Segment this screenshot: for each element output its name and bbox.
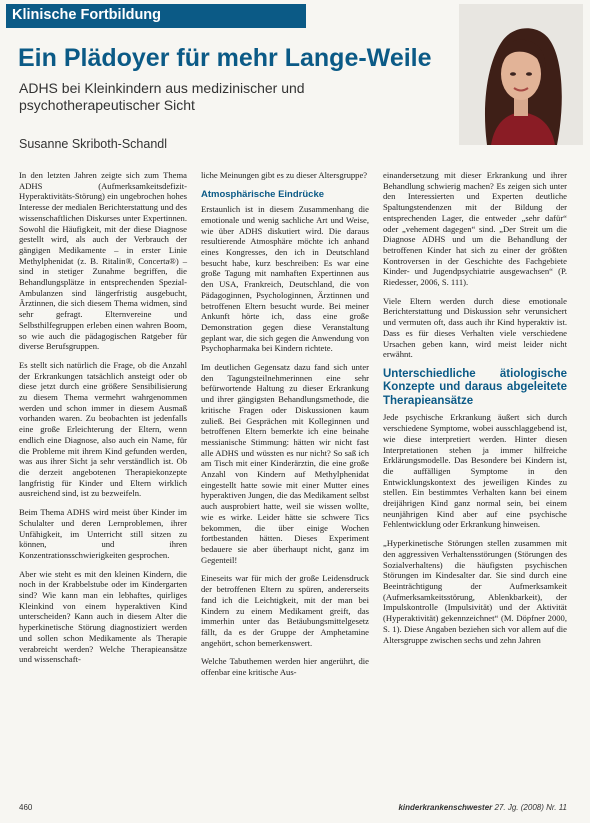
paragraph: einandersetzung mit dieser Erkrankung und ihrer Behandlung schwierig machen? Es zeigen sich unter den Interessierten und Experten deutliche Spaltungstendenzen mit der Bildung der entsprechenden Lager, die entweder „sehr dafür“ oder „vehement dagegen“ sind. „Der Streit um die Diagnose ADHS und um die Behandlung der betroffenen Kinder hat sich zu einer der größten Kontroversen in der Geschichte des Fachgebiete Kinder- und Jugendpsychiatrie ausgewachsen“ (P. Riedesser, 2006, S. 111).: [383, 170, 567, 288]
author-name: Susanne Skriboth-Schandl: [19, 137, 168, 151]
journal-source: [398, 803, 567, 812]
paragraph: Jede psychische Erkrankung äußert sich durch verschiedene Symptome, wobei ausschlaggebend ist, wie diese interpretiert werden. Hinter diesen Interpretationen stehen ja immer hilfreiche Erklärungsmodelle. Das Besondere bei Kindern ist, die auffälligen Symptome in den Entwicklungskontext des jeweiligen Kindes zu stellen. Ein bestimmtes Verhalten kann bei einem dreijährigen Kind ganz normal sein, bei einem neunjährigen Kind aber auf eine psychische Fehlentwicklung oder Erkrankung hinweisen.: [383, 412, 567, 530]
paragraph: Beim Thema ADHS wird meist über Kinder im Schulalter und deren Lernproblemen, ihrer Unfähigkeit, im Unterricht still sitzen zu können, und ihren Konzentrationsschwierigkeiten gesprochen.: [19, 507, 187, 560]
paragraph: Im deutlichen Gegensatz dazu fand sich unter den Tagungsteilnehmerinnen eine sehr befürwortende Haltung zu dieser Erkrankung und ihrer gängigsten Behandlungsmethode, die kritische Fragen oder Diskussionen kaum zuließ. Bei Gesprächen mit Kolleginnen und betroffenen Eltern bemerkte ich eine beinahe messianische Stimmung: hätten wir nicht fast alle ADHS und wüssten es nur nicht? So saß ich am Tisch mit einer Kinderärztin, die eine große Anzahl von Kindern auf Methylphenidat eingestellt hatte sowie mit einer Mutter eines hyperaktiven Jungen, die das Medikament selbst auch ausprobiert hatte, weil sie wissen wollte, wie es wirke. Leider hätte sie schwere Tics bekommen, die über einige Wochen fortbestanden hätten. Dieses Experiment bedauere sie aber überhaupt nicht, ganz im Gegenteil!: [201, 362, 369, 565]
paragraph: Welche Tabuthemen werden hier angerührt, die offenbar eine kritische Aus-: [201, 656, 369, 678]
paragraph: Eineseits war für mich der große Leidensdruck der betroffenen Eltern zu spüren, andererseits fand ich die Leichtigkeit, mit der man bei Kindern zu einem Medikament greift, das immerhin unter das Betäubungsmittelgesetz fällt, da es der Gruppe der Amphetamine angehört, schon bemerkenswert.: [201, 573, 369, 648]
paragraph: Viele Eltern werden durch diese emotionale Berichterstattung und Diskussion sehr verunsichert und vermuten oft, dass auch ihr Kind hyperaktiv ist. Dass es für dieses Verhalten viele verschiedene Ursachen geben kann, wird meist leider nicht erwähnt.: [383, 295, 567, 360]
author-photo: [459, 4, 583, 145]
journal-issue: 27. Jg. (2008) Nr. 11: [494, 803, 567, 812]
paragraph: Erstaunlich ist in diesem Zusammenhang die emotionale und wenig sachliche Art und Weise, wie über ADHS diskutiert wird. Die daraus resultierende Atmosphäre möchte ich anhand eines Kongresses, den ich in Deutschland besucht habe, kurz beschreiben: Es war eine große Tagung mit namhaften Expertinnen aus den USA, Frankreich, Deutschland, die von Pädagoginnen, Psychologinnen, Ärztinnen und betroffenen Eltern besucht wurde. Bei meiner Ankunft hörte ich, dass eine große Demonstration gegen diese Veranstaltung geplant war, die sich gegen die Anwendung von Psychopharmaka bei Kindern richtete.: [201, 204, 369, 354]
journal-name: kinderkrankenschwester: [398, 803, 493, 812]
paragraph: liche Meinungen gibt es zu dieser Altersgruppe?: [201, 170, 368, 180]
paragraph: In den letzten Jahren zeigte sich zum Thema ADHS (Aufmerksamkeitsdefizit-Hyperaktivitäts-Störung) ein ungebrochen hohes Interesse der medialen Berichterstattung und des wissenschaftlichen Diskurses unter Expertinnen. Sowohl die Häufigkeit, mit der diese Diagnose gestellt wird, als auch der Verbrauch der gängigen Medikamente – in erster Linie Methylphenidat (z. B. Ritalin®, Concerta®) – sind in stetiger Zunahme begriffen, die Behandlungsplätze in entsprechenden Spezial-Ambulanzen sind längerfristig ausgebucht, Ärztinnen, die sich diesem Thema widmen, sind sehr gefragt. Elternvereine und Selbsthilfegruppen erleben einen wahren Boom, so wie auch die pädagogischen Ratgeber für diverse Berufsgruppen.: [19, 170, 187, 352]
article-title: Ein Plädoyer für mehr Lange-Weile: [18, 44, 432, 72]
section-label: Klinische Fortbildung: [6, 4, 306, 27]
paragraph: Es stellt sich natürlich die Frage, ob die Anzahl der Erkrankungen tatsächlich ansteigt oder ob diese jetzt durch eine größere Sensibilisierung zu diesem Thema vermehrt wahrgenommen werden und schon immer in diesem Ausmaß vorhanden waren. Zu beobachten ist jedenfalls eine große Erleichterung der Eltern, wenn endlich eine Diagnose, also auch ein Name, für die Probleme mit ihrem Kind gefunden werden, was aus ihrer Sicht ja sehr verständlich ist. Ob die derzeit angebotenen Therapiekonzepte langfristig für Kinder und Eltern wirklich ausreichend sind, ist zu bezweifeln.: [19, 359, 187, 499]
article-subtitle: ADHS bei Kleinkindern aus medizinischer und psychotherapeutischer Sicht: [19, 80, 305, 113]
section-heading: Atmosphärische Eindrücke: [201, 188, 325, 200]
paragraph: „Hyperkinetische Störungen stellen zusammen mit den aggressiven Verhaltensstörungen (Störungen des Sozialverhaltens) die häufigsten psychischen Störungen im Kindesalter dar. Sie sind durch eine Beeinträchtigung der Aufmerksamkeit (Aufmerksamkeitsstörung, Ablenkbarkeit), der Impulskontrolle (Impulsivität) und der Aktivität (Hyperaktivität) gekennzeichnet“ (M. Döpfner 2000, S. 1). Diese Angaben beziehen sich vor allem auf die Altersgruppe zwischen sechs und zehn Jahren: [383, 538, 567, 645]
section-heading: Unterschiedliche ätiologische Konzepte und daraus abgeleitete Therapieansätze: [383, 367, 567, 407]
article-column-2: [201, 170, 369, 686]
article-column-1: [19, 170, 187, 673]
section-rule: [6, 27, 306, 28]
portrait-image: [459, 4, 583, 145]
paragraph: Aber wie steht es mit den kleinen Kindern, die noch in der Krabbelstube oder im Kindergarten sind? Wie kann man ein lebhaftes, quirliges Kleinkind von einem hyperaktiven Kind unterscheiden? Kann auch in diesem Alter die hyperkinetische Störung diagnostiziert werden und sollen schon Medikamente als Therapie verabreicht werden? Welche Therapieansätze und wissenschaft-: [19, 568, 187, 665]
article-column-3: [383, 170, 567, 653]
page-number: 460: [19, 803, 33, 812]
